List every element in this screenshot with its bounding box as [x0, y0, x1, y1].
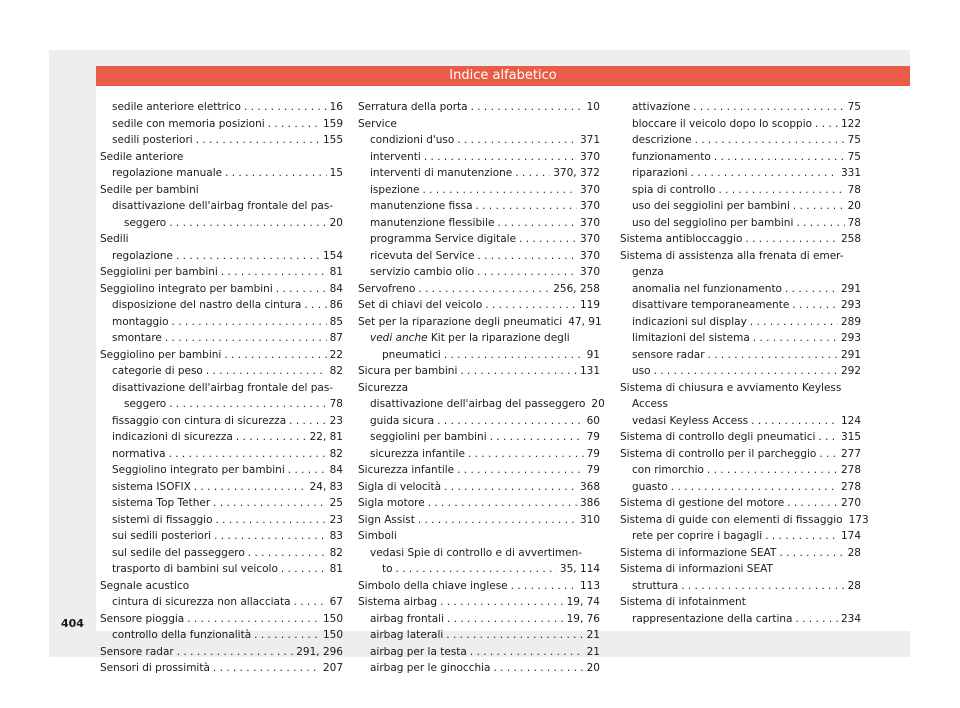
index-entry: fissaggio con cintura di sicurezza . . . 23: [100, 413, 343, 430]
index-entry: seggiolini per bambini . . . 79: [358, 429, 600, 446]
index-entry: sui sedili posteriori . . . 83: [100, 528, 343, 545]
index-heading: Sistema di informazioni SEAT: [620, 563, 773, 575]
index-entry: Seggiolino integrato per bambini . . . 84: [100, 462, 343, 479]
index-heading: Service: [358, 117, 397, 130]
index-entry: disattivare temporaneamente . . . 293: [620, 297, 861, 314]
index-entry: seggero . . . 78: [100, 396, 343, 413]
see-also-label: vedi anche: [370, 332, 428, 344]
index-heading: Segnale acustico: [100, 579, 190, 592]
index-entry: seggero . . . 20: [100, 215, 343, 232]
page-number: 404: [61, 617, 84, 630]
index-entry: anomalia nel funzionamento . . . 291: [620, 281, 861, 298]
index-entry: Sigla di velocità . . . 368: [358, 479, 600, 496]
index-entry: programma Service digitale . . . 370: [358, 231, 600, 248]
index-entry: Sistema di controllo degli pneumatici . . . 315: [620, 429, 861, 446]
index-heading-continuation: genza: [632, 266, 664, 278]
index-entry: Sicura per bambini . . . 131: [358, 363, 600, 380]
index-entry: guida sicura . . . 60: [358, 413, 600, 430]
index-entry: sistemi di fissaggio . . . 23: [100, 512, 343, 529]
index-entry: condizioni d'uso . . . 371: [358, 132, 600, 149]
index-entry: indicazioni di sicurezza . . . 22, 81: [100, 429, 343, 446]
index-subentry-text: disattivazione dell'airbag frontale del pas-: [112, 200, 334, 212]
index-entry: Set per la riparazione degli pneumatici 47, 91: [358, 315, 602, 328]
index-entry: Set di chiavi del veicolo . . . 119: [358, 297, 600, 314]
index-column-2: [358, 99, 605, 677]
index-entry: sensore radar . . . 291: [620, 347, 861, 364]
index-entry: regolazione . . . 154: [100, 248, 343, 265]
index-entry: regolazione manuale . . . 15: [100, 165, 343, 182]
index-entry: sistema Top Tether . . . 25: [100, 495, 343, 512]
index-entry: uso del seggiolino per bambini . . . 78: [620, 215, 861, 232]
index-entry: bloccare il veicolo dopo lo scoppio . . . 122: [620, 116, 861, 133]
index-heading: Sistema di assistenza alla frenata di emer-: [620, 249, 844, 262]
index-entry: cintura di sicurezza non allacciata . . . 67: [100, 594, 343, 611]
index-entry: airbag per le ginocchia . . . 20: [358, 660, 600, 677]
index-entry: Servofreno . . . 256, 258: [358, 281, 600, 298]
index-entry: controllo della funzionalità . . . 150: [100, 627, 343, 644]
index-entry: funzionamento . . . 75: [620, 149, 861, 166]
index-heading: Sistema di chiusura e avviamento Keyless: [620, 381, 842, 394]
index-entry: ispezione . . . 370: [358, 182, 600, 199]
index-heading: Sedile per bambini: [100, 183, 199, 196]
index-entry: indicazioni sul display . . . 289: [620, 314, 861, 331]
index-entry: ricevuta del Service . . . 370: [358, 248, 600, 265]
index-entry: Seggiolini per bambini . . . 81: [100, 264, 343, 281]
index-entry: Sign Assist . . . 310: [358, 512, 600, 529]
index-entry: Serratura della porta . . . 10: [358, 99, 600, 116]
index-entry: riparazioni . . . 331: [620, 165, 861, 182]
index-entry: uso dei seggiolini per bambini . . . 20: [620, 198, 861, 215]
index-entry: Simbolo della chiave inglese . . . 113: [358, 578, 600, 595]
index-entry: Sistema antibloccaggio . . . 258: [620, 231, 861, 248]
index-entry: rappresentazione della cartina . . . 234: [620, 611, 861, 628]
index-entry: trasporto di bambini sul veicolo . . . 81: [100, 561, 343, 578]
index-entry: struttura . . . 28: [620, 578, 861, 595]
index-subentry-text: vedasi Spie di controllo e di avvertimen-: [370, 546, 583, 559]
index-entry: pneumatici . . . 91: [358, 347, 600, 364]
index-entry: sedili posteriori . . . 155: [100, 132, 343, 149]
index-entry: Sistema di controllo per il parcheggio . . . 277: [620, 446, 861, 463]
index-entry: spia di controllo . . . 78: [620, 182, 861, 199]
index-entry: Seggiolino per bambini . . . 22: [100, 347, 343, 364]
index-entry: Sensori di prossimità . . . 207: [100, 660, 343, 677]
index-entry: montaggio . . . 85: [100, 314, 343, 331]
index-entry: interventi . . . 370: [358, 149, 600, 166]
index-entry: sicurezza infantile . . . 79: [358, 446, 600, 463]
index-entry: normativa . . . 82: [100, 446, 343, 463]
index-entry: disposizione del nastro della cintura . . . 86: [100, 297, 343, 314]
index-heading: Sistema di infotainment: [620, 596, 746, 608]
index-entry: Sensore pioggia . . . 150: [100, 611, 343, 628]
index-entry: Sistema di informazione SEAT . . . 28: [620, 545, 861, 562]
index-entry: descrizione . . . 75: [620, 132, 861, 149]
index-entry: Sicurezza infantile . . . 79: [358, 462, 600, 479]
index-entry: sistema ISOFIX . . . 24, 83: [100, 479, 343, 496]
index-entry: Sistema airbag . . . 19, 74: [358, 594, 600, 611]
index-entry: to . . . 35, 114: [358, 561, 600, 578]
index-entry: Seggiolino integrato per bambini . . . 84: [100, 281, 343, 298]
index-entry: vedasi Keyless Access . . . 124: [620, 413, 861, 430]
index-entry: con rimorchio . . . 278: [620, 462, 861, 479]
section-header: Indice alfabetico: [96, 66, 910, 86]
index-entry: manutenzione flessibile . . . 370: [358, 215, 600, 232]
index-entry: Sistema di guide con elementi di fissaggio 173: [620, 513, 869, 526]
index-cross-reference: [358, 330, 600, 347]
index-entry: disattivazione dell'airbag del passeggero 20: [370, 398, 605, 410]
index-entry: sedile anteriore elettrico . . . 16: [100, 99, 343, 116]
index-entry: guasto . . . 278: [620, 479, 861, 496]
index-entry: Sistema di gestione del motore . . . 270: [620, 495, 861, 512]
index-heading: Sedile anteriore: [100, 150, 184, 163]
index-heading: Simboli: [358, 530, 397, 542]
index-column-3: [620, 99, 869, 627]
index-entry: airbag frontali . . . 19, 76: [358, 611, 600, 628]
index-entry: airbag per la testa . . . 21: [358, 644, 600, 661]
index-entry: sul sedile del passeggero . . . 82: [100, 545, 343, 562]
index-entry: manutenzione fissa . . . 370: [358, 198, 600, 215]
index-column-1: [100, 99, 343, 677]
index-entry: smontare . . . 87: [100, 330, 343, 347]
index-entry: airbag laterali . . . 21: [358, 627, 600, 644]
index-heading: Sedili: [100, 233, 129, 245]
index-subentry-text: disattivazione dell'airbag frontale del pas-: [112, 381, 334, 394]
index-entry: categorie di peso . . . 82: [100, 363, 343, 380]
index-heading: Sicurezza: [358, 381, 409, 394]
index-heading-continuation: Access: [632, 398, 668, 410]
index-entry: servizio cambio olio . . . 370: [358, 264, 600, 281]
index-entry: limitazioni del sistema . . . 293: [620, 330, 861, 347]
index-entry: sedile con memoria posizioni . . . 159: [100, 116, 343, 133]
index-entry: Sigla motore . . . 386: [358, 495, 600, 512]
index-entry: attivazione . . . 75: [620, 99, 861, 116]
index-entry: Sensore radar . . . 291, 296: [100, 644, 343, 661]
cross-reference-text: Kit per la riparazione degli: [427, 332, 570, 344]
index-entry: uso . . . 292: [620, 363, 861, 380]
index-entry: rete per coprire i bagagli . . . 174: [620, 528, 861, 545]
index-entry: interventi di manutenzione . . . 370, 372: [358, 165, 600, 182]
